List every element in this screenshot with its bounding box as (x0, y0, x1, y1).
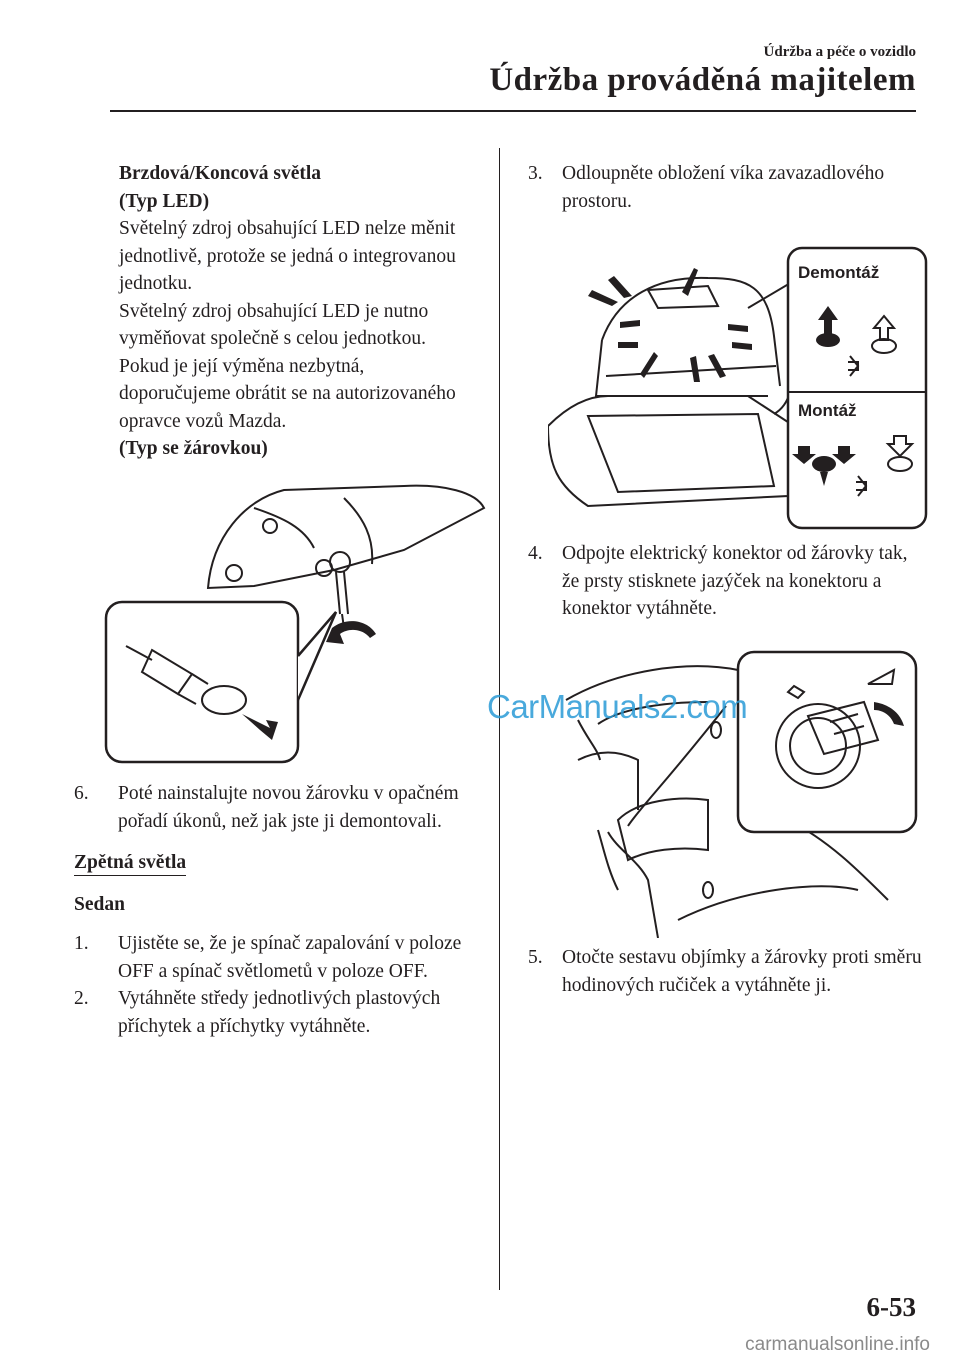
step-4-block (528, 540, 923, 623)
step-5 (528, 944, 923, 999)
para-led-1: Světelný zdroj obsahující LED nelze měnit jednotlivě, protože se jedná o integrovanou jednotku. (119, 218, 456, 294)
heading-led-type: (Typ LED) (119, 190, 210, 212)
step-4 (528, 540, 923, 623)
fig-label-install: Montáž (798, 401, 857, 420)
step-2-number: 2. (74, 988, 89, 1009)
step-6-number: 6. (74, 783, 89, 804)
step-1-number: 1. (74, 933, 89, 954)
step-3 (528, 160, 923, 215)
step-5-block (528, 944, 923, 999)
replace-steps (74, 780, 484, 1040)
header-rule (110, 110, 916, 112)
step-3-number: 3. (528, 163, 543, 184)
running-header-section: Údržba a péče o vozidlo (763, 44, 916, 60)
page-number: 6-53 (866, 1292, 916, 1322)
step-3-block (528, 160, 923, 215)
step-5-number: 5. (528, 947, 543, 968)
step-2 (74, 985, 518, 1040)
heading-bulb-type: (Typ se žárovkou) (119, 438, 268, 459)
figure-trunk-trim (548, 246, 928, 532)
step-4-number: 4. (528, 543, 543, 564)
figure-taillamp-bulb (104, 478, 490, 768)
watermark-footer: carmanualsonline.info (745, 1334, 930, 1355)
step-3-text: Odloupněte obložení víka zavazadlového prostoru. (562, 163, 885, 212)
step-1 (74, 930, 484, 985)
section-reverse-lights: Zpětná světla (74, 851, 186, 876)
step-1-text: Ujistěte se, že je spínač zapalování v poloze OFF a spínač světlometů v poloze OFF. (118, 933, 462, 982)
step-5-text: Otočte sestavu objímky a žárovky proti směru hodinových ručiček a vytáhněte ji. (562, 947, 922, 996)
fig-label-removal: Demontáž (798, 263, 880, 282)
watermark-carmanuals: CarManuals2.com (487, 688, 748, 725)
led-section (119, 160, 489, 463)
page-title: Údržba prováděná majitelem (489, 62, 916, 98)
heading-brake-lights: Brzdová/Koncová světla (119, 163, 322, 184)
step-2-text: Vytáhněte středy jednotlivých plastových příchytek a příchytky vytáhněte. (118, 988, 441, 1037)
subsection-sedan: Sedan (74, 893, 125, 915)
step-6-text: Poté nainstalujte novou žárovku v opačném pořadí úkonů, než jak jste ji demontovali. (118, 783, 459, 832)
para-led-2: Světelný zdroj obsahující LED je nutno vyměňovat společně s celou jednotkou. Pokud je její výměna nezbytná, doporučujeme obrátit se na autorizovaného opravce vozů Mazda. (119, 300, 456, 432)
step-6 (74, 780, 484, 835)
step-4-text: Odpojte elektrický konektor od žárovky tak, že prsty stisknete jazýček na konektoru a konektor vytáhněte. (562, 543, 908, 619)
